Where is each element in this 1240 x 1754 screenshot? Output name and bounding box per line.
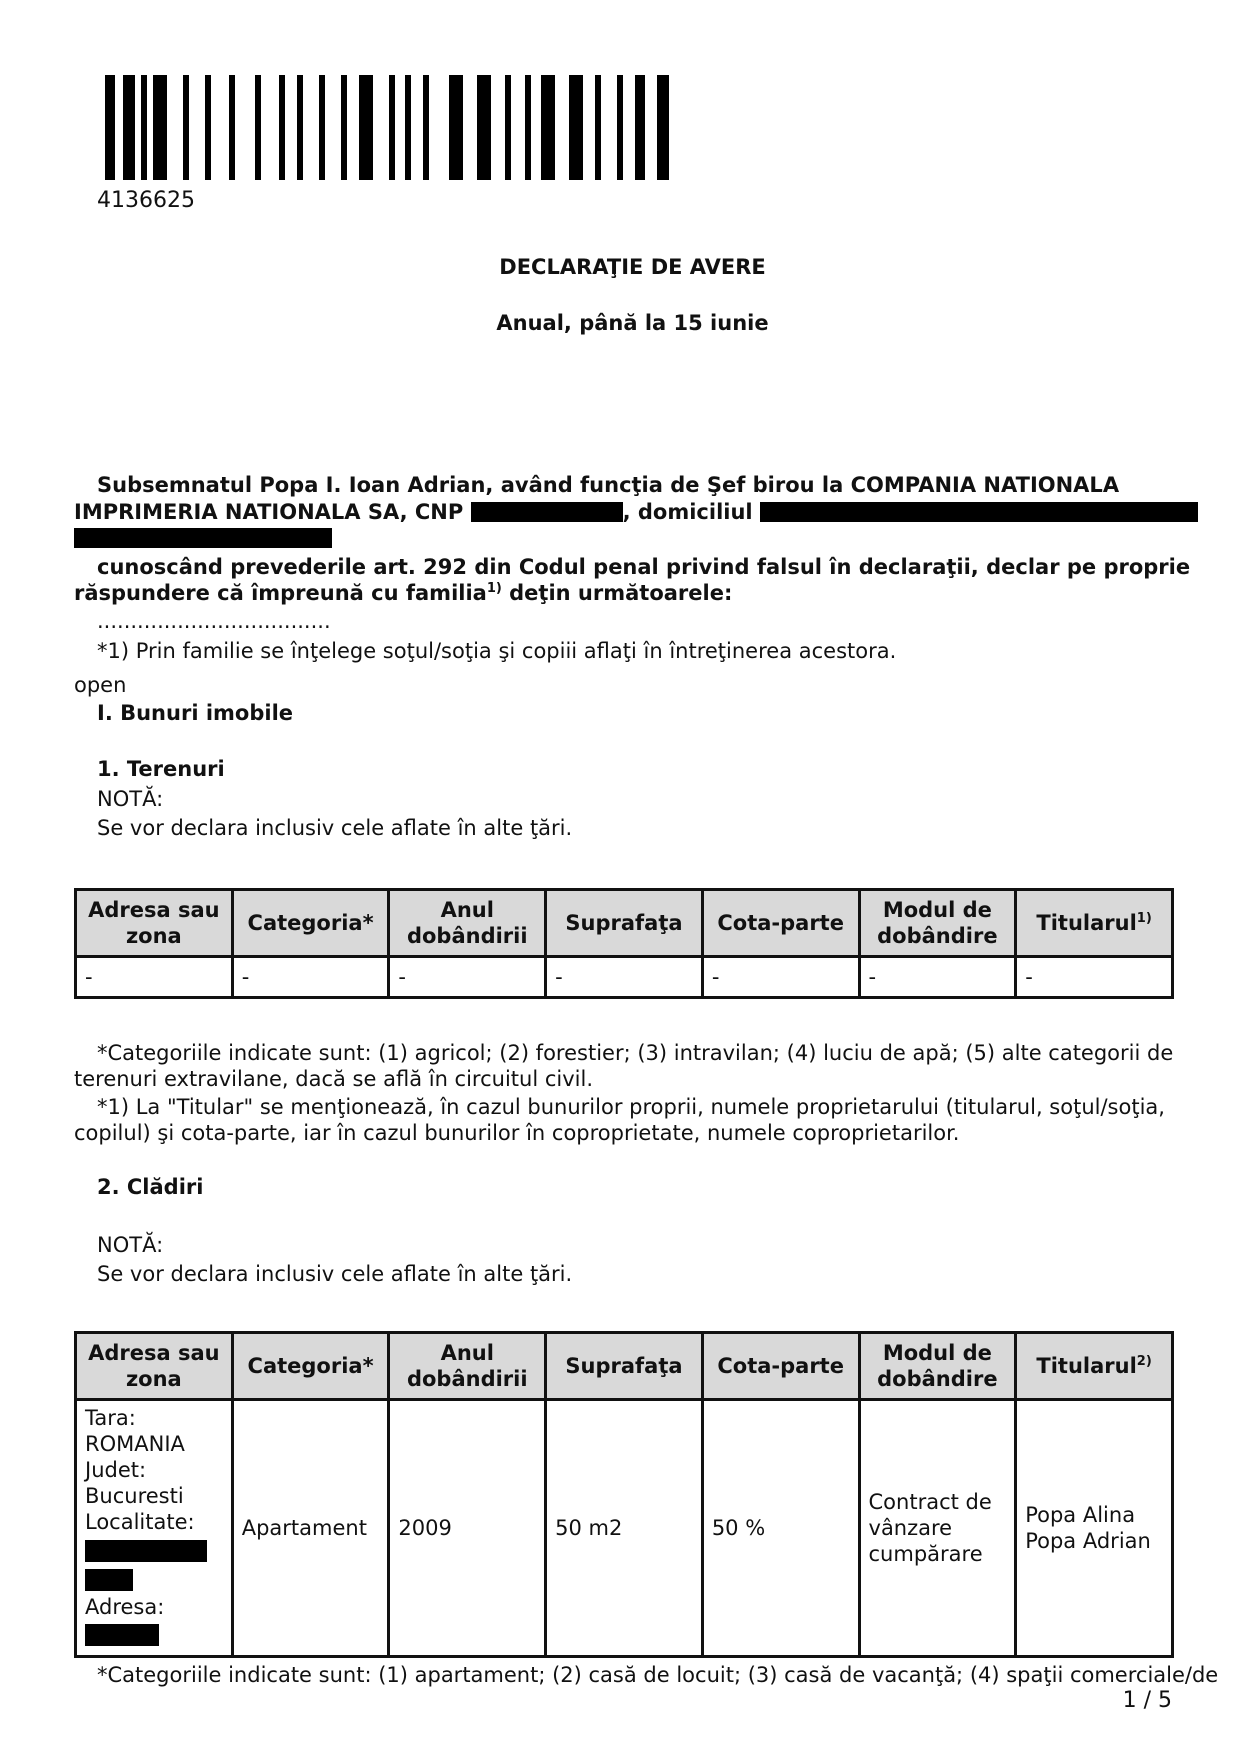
statement-text-end: deţin următoarele: <box>501 581 733 605</box>
barcode-image <box>105 75 675 180</box>
nota-text-cladiri: Se vor declara inclusiv cele aflate în alte ţări. <box>97 1262 573 1286</box>
judet-label: Judet: <box>85 1458 147 1482</box>
col-titular: Titularul$^{2)}$ <box>1016 1333 1173 1400</box>
subsection-title-cladiri: 2. Clădiri <box>97 1175 204 1199</box>
judet-value: Bucuresti <box>85 1484 184 1508</box>
table-row <box>76 1400 1173 1657</box>
table-cell: - <box>76 957 233 998</box>
adresa-label: Adresa: <box>85 1595 165 1619</box>
intro-line-2 <box>74 499 1198 525</box>
titular-1: Popa Alina <box>1025 1503 1136 1527</box>
subsection-title-terenuri: 1. Terenuri <box>97 757 225 781</box>
cota-cell: 50 % <box>702 1400 859 1657</box>
col-cota: Cota-parte <box>702 890 859 957</box>
open-label: open <box>74 673 127 697</box>
intro-line-1: Subsemnatul Popa I. Ioan Adrian, având funcţia de Şef birou la COMPANIA NATIONALA <box>97 473 1120 497</box>
terenuri-note-1b: terenuri extravilane, dacă se află în circuitul civil. <box>74 1067 594 1091</box>
col-adresa: Adresa sau zona <box>76 1333 233 1400</box>
intro-company: IMPRIMERIA NATIONALA SA, CNP <box>74 500 464 524</box>
table-header-row <box>76 890 1173 957</box>
intro-domiciliu: , domiciliul <box>622 500 753 524</box>
terenuri-note-2b: copilul) şi cota-parte, iar în cazul bunurilor în coproprietate, numele coproprietarilor. <box>74 1121 960 1145</box>
col-anul: Anul dobândirii <box>389 1333 546 1400</box>
nota-label-cladiri: NOTĂ: <box>97 1233 164 1257</box>
redacted-address-1 <box>760 502 1198 522</box>
table-header-row <box>76 1333 1173 1400</box>
col-anul: Anul dobândirii <box>389 890 546 957</box>
col-titular: Titularul$^{1)}$ <box>1016 890 1173 957</box>
redacted-address-2 <box>74 528 332 548</box>
col-categoria: Categoria* <box>232 890 389 957</box>
tara-value: ROMANIA <box>85 1432 185 1456</box>
table-cell: - <box>232 957 389 998</box>
col-suprafata: Suprafaţa <box>546 890 703 957</box>
col-modul: Modul de dobândire <box>859 890 1016 957</box>
cladiri-note-1: *Categoriile indicate sunt: (1) apartament; (2) casă de locuit; (3) casă de vacanţă; (4) spaţii comerciale/de <box>97 1663 1219 1687</box>
family-footnote: *1) Prin familie se înţelege soţul/soţia şi copiii aflaţi în întreţinerea acestora. <box>97 639 897 663</box>
nota-text-terenuri: Se vor declara inclusiv cele aflate în alte ţări. <box>97 816 573 840</box>
page-number: 1 / 5 <box>1122 1688 1172 1713</box>
footnote-ref: 1) <box>486 581 502 596</box>
titular-2: Popa Adrian <box>1025 1529 1151 1553</box>
document-subtitle: Anual, până la 15 iunie <box>496 311 769 335</box>
table-cell: - <box>1016 957 1173 998</box>
col-suprafata: Suprafaţa <box>546 1333 703 1400</box>
table-row <box>76 957 1173 998</box>
document-title: DECLARAŢIE DE AVERE <box>499 255 766 279</box>
tara-label: Tara: <box>85 1406 136 1430</box>
anul-cell: 2009 <box>389 1400 546 1657</box>
redacted-localitate-2 <box>85 1569 133 1591</box>
table-cell: - <box>546 957 703 998</box>
redacted-adresa <box>85 1624 159 1646</box>
statement-line-1: cunoscând prevederile art. 292 din Codul penal privind falsul în declaraţii, declar pe proprie <box>97 555 1191 579</box>
terenuri-table <box>74 888 1174 999</box>
dots-placeholder: ................................... <box>97 609 331 633</box>
table-cell: - <box>859 957 1016 998</box>
terenuri-note-1a: *Categoriile indicate sunt: (1) agricol; (2) forestier; (3) intravilan; (4) luciu de apă; (5) alte categorii de <box>97 1041 1174 1065</box>
redacted-localitate-1 <box>85 1540 207 1562</box>
titular-cell <box>1016 1400 1173 1657</box>
localitate-label: Localitate: <box>85 1510 195 1534</box>
table-cell: - <box>702 957 859 998</box>
address-cell <box>76 1400 233 1657</box>
modul-cell: Contract de vânzare cumpărare <box>859 1400 1016 1657</box>
suprafata-cell: 50 m2 <box>546 1400 703 1657</box>
col-adresa: Adresa sau zona <box>76 890 233 957</box>
col-categoria: Categoria* <box>232 1333 389 1400</box>
table-cell: - <box>389 957 546 998</box>
statement-text: răspundere că împreună cu familia <box>74 581 487 605</box>
cladiri-table <box>74 1331 1174 1658</box>
nota-label-terenuri: NOTĂ: <box>97 787 164 811</box>
barcode-number: 4136625 <box>97 188 195 213</box>
section-title-bunuri-imobile: I. Bunuri imobile <box>97 701 294 725</box>
redacted-cnp <box>471 502 623 522</box>
col-modul: Modul de dobândire <box>859 1333 1016 1400</box>
statement-line-2 <box>74 580 732 606</box>
categoria-cell: Apartament <box>232 1400 389 1657</box>
col-cota: Cota-parte <box>702 1333 859 1400</box>
terenuri-note-2a: *1) La "Titular" se menţionează, în cazul bunurilor proprii, numele proprietarului (titularul, soţul/soţia, <box>97 1095 1165 1119</box>
